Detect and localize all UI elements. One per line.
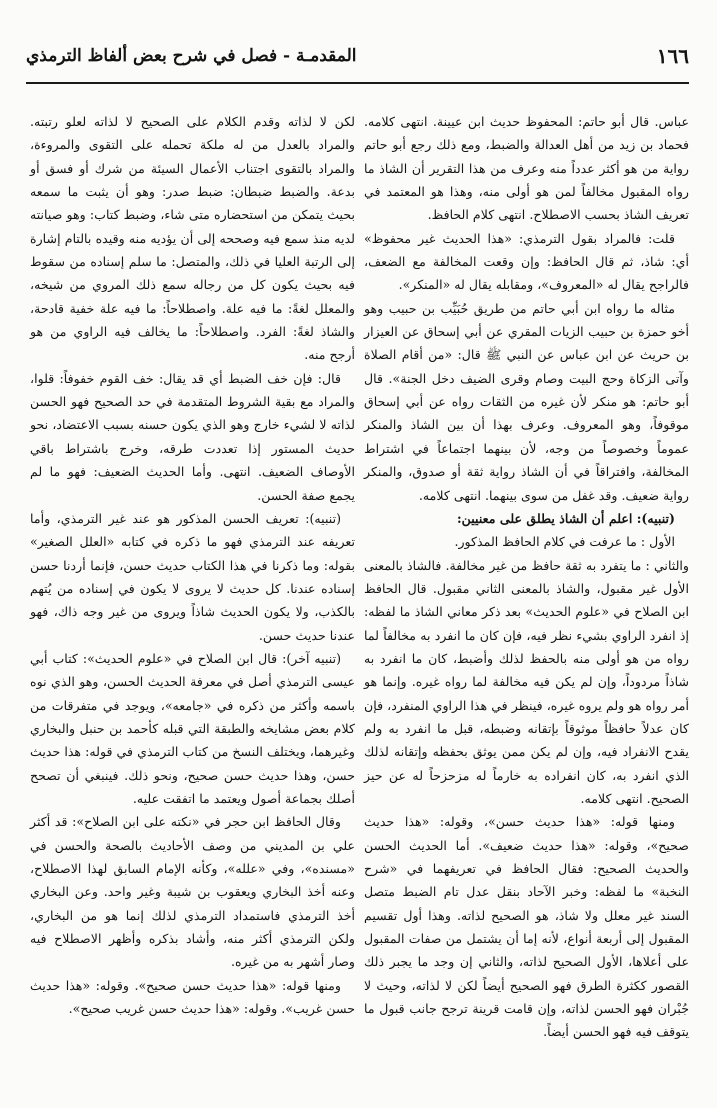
page-header bbox=[26, 40, 689, 72]
paragraph: مثاله ما رواه ابن أبي حاتم من طريق حُبَيِّب بن حبيب وهو أخو حمزة بن حبيب الزيات المقري عن أبي إسحاق عن العيزار بن حريث عن ابن عباس عن النبي ﷺ قال: «من أقام الصلاة وآتى الزكاة وحج البيت وصام وقرى الضيف دخل الجنة». قال أبو حاتم: هو منكر لأن غيره من الثقات رواه عن أبي إسحاق موقوفاً، وهو المعروف. وعرف بهذا أن بين الشاذ والمنكر عموماً وخصوصاً من وجه، لأن بينهما اجتماعاً في اشتراط المخالفة، وافتراقاً في أن الشاذ رواية ثقة أو صدوق، والمنكر رواية ضعيف. وقد غفل من سوى بينهما. انتهى كلامه. bbox=[364, 300, 689, 503]
left-column bbox=[30, 110, 355, 1020]
paragraph: (تنبيه): اعلم أن الشاذ يطلق على معنيين: bbox=[456, 510, 675, 526]
page-number: ١٦٦ bbox=[656, 44, 689, 68]
paragraph: لكن لا لذاته وقدم الكلام على الصحيح لا لذاته لعلو رتبته. والمراد بالعدل من له ملكة تحمله على التقوى والمروءة، والمراد بالتقوى اجتناب الأعمال السيئة من شرك أو فسق أو بدعة. والضبط ضبطان: ضبط صدر: وهو أن يثبت ما سمعه بحيث يتمكن من استحضاره متى شاء، وضبط كتاب: وهو صيانته لديه منذ سمع فيه وصححه إلى أن يؤديه منه وقيده بالتام إشارة إلى الرتبة العليا في ذلك، والمتصل: ما سلم إسناده من سقوط فيه بحيث يكون كل من رجاله سمع ذلك المروي من شيخه، والمعلل لغةً: ما فيه علة. واصطلاحاً: ما فيه علة خفية قادحة، والشاذ لغةً: الفرد. واصطلاحاً: ما يخالف فيه الراوي من هو أرجح منه. bbox=[30, 114, 355, 363]
paragraph: ومنها قوله: «هذا حديث حسن صحيح». وقوله: «هذا حديث حسن غريب». وقوله: «هذا حديث حسن غريب صحيح». bbox=[30, 977, 355, 1017]
paragraph: وقال الحافظ ابن حجر في «نكته على ابن الصلاح»: قد أكثر علي بن المديني من وصف الأحاديث بالصحة والحسن في «مسنده»، وفي «علله»، وكأنه الإمام السابق لهذا الاصطلاح، وعنه أخذ البخاري ويعقوب بن شيبة وغير واحد. وعن البخاري أخذ الترمذي فاستمداد الترمذي لذلك إنما هو من البخاري، ولكن الترمذي أكثر منه، وأشاد بذكره وأظهر الاصطلاح فيه وصار أشهر به من غيره. bbox=[30, 814, 355, 970]
right-column bbox=[364, 110, 689, 1044]
paragraph: (تنبيه آخر): قال ابن الصلاح في «علوم الحديث»: كتاب أبي عيسى الترمذي أصل في معرفة الحديث الحسن، وهو الذي نوه باسمه وأكثر من ذكره في «جامعه»، ويوجد في متفرقات من كلام بعض مشايخه والطبقة التي قبله كأحمد بن حنبل والبخاري وغيرهما، ويختلف النسخ من كتاب الترمذي في قوله: هذا حديث حسن، وهذا حديث حسن صحيح، ونحو ذلك. فينبغي أن تصحح أصلك بجماعة أصول ويعتمد ما اتفقت عليه. bbox=[30, 650, 355, 806]
paragraph: الأول : ما عرفت في كلام الحافظ المذكور. bbox=[454, 534, 675, 550]
header-rule bbox=[26, 82, 689, 84]
paragraph: ومنها قوله: «هذا حديث حسن»، وقوله: «هذا حديث صحيح»، وقوله: «هذا حديث ضعيف». أما الحديث الحسن والحديث الصحيح: فقال الحافظ في تعريفهما في «شرح النخبة» ما لفظه: وخبر الآحاد بنقل عدل تام الضبط متصل السند غير معلل ولا شاذ، هو الصحيح لذاته. وهذا أول تقسيم المقبول إلى أربعة أنواع، لأنه إما أن يشتمل من صفات المقبول على أعلاها، الأول الصحيح لذاته، والثاني إن وجد ما يجبر ذلك القصور ككثرة الطرق فهو الصحيح أيضاً لكن لا لذاته، وحيث لا جُبْران فهو الحسن لذاته، وإن قامت قرينة ترجح جانب قبول ما يتوقف فيه فهو الحسن أيضاً. bbox=[364, 814, 689, 1040]
paragraph: عباس. قال أبو حاتم: المحفوظ حديث ابن عيينة. انتهى كلامه. فحماد بن زيد من أهل العدالة والضبط، ومع ذلك رجع أبو حاتم رواية من هو أكثر عدداً منه وعرف من هذا التقرير أن الشاذ ما رواه المقبول مخالفاً لمن هو أولى منه، وهذا هو المعتمد في تعريف الشاذ بحسب الاصطلاح. انتهى كلام الحافظ. bbox=[364, 114, 689, 223]
paragraph: والثاني : ما يتفرد به ثقة حافظ من غير مخالفة. فالشاذ بالمعنى الأول غير مقبول، والشاذ بالمعنى الثاني مقبول. قال الحافظ ابن الصلاح في «علوم الحديث» بعد ذكر معاني الشاذ ما لفظه: إذ انفرد الراوي بشيء نظر فيه، فإن كان ما انفرد به مخالفاً لما رواه من هو أولى منه بالحفظ لذلك وأضبط، كان ما انفرد به شاذاً مردوداً، وإن لم يكن فيه مخالفة لما رواه غيره. وإنما هو أمر رواه هو ولم يروه غيره، فينظر في هذا الراوي المنفرد، فإن كان عدلاً حافظاً موثوقاً بإتقانه وضبطه، قبل ما انفرد به ولم يقدح الانفراد فيه، وإن لم يكن ممن يوثق بحفظه وإتقانه لذلك الذي انفرد به، كان انفراده به خارماً له مزحزحاً له عن حيز الصحيح. انتهى كلامه. bbox=[364, 557, 689, 806]
paragraph: (تنبيه): تعريف الحسن المذكور هو عند غير الترمذي، وأما تعريفه عند الترمذي فهو ما ذكره في كتابه «العلل الصغير» بقوله: وما ذكرنا في هذا الكتاب حديث حسن، فإنما أردنا حسن إسناده عندنا. كل حديث لا يروى لا يكون في إسناده من يُتهم بالكذب، ولا يكون الحديث شاذاً ويروى من غير وجه ذاك، فهو عندنا حديث حسن. bbox=[30, 510, 355, 643]
paragraph: قلت: فالمراد بقول الترمذي: «هذا الحديث غير محفوظ» أي: شاذ، ثم قال الحافظ: وإن وقعت المخالفة مع الضعف، فالراجح يقال له «المعروف»، ومقابله يقال له «المنكر». bbox=[364, 230, 689, 293]
running-title: المقدمـة - فصل في شرح بعض ألفاظ الترمذي bbox=[26, 46, 357, 66]
paragraph: قال: فإن خف الضبط أي قد يقال: خف القوم خفوفاً: قلوا، والمراد مع بقية الشروط المتقدمة في حد الصحيح فهو الحسن لذاته لا لشيء خارج وهو الذي يكون حسنه بسبب الاعتضاد، نحو حديث المستور إذا تعددت طرقه، وخرج باشتراط باقي الأوصاف الضعيف. انتهى. وأما الحديث الضعيف: فهو ما لم يجمع صفة الحسن. bbox=[30, 370, 355, 503]
